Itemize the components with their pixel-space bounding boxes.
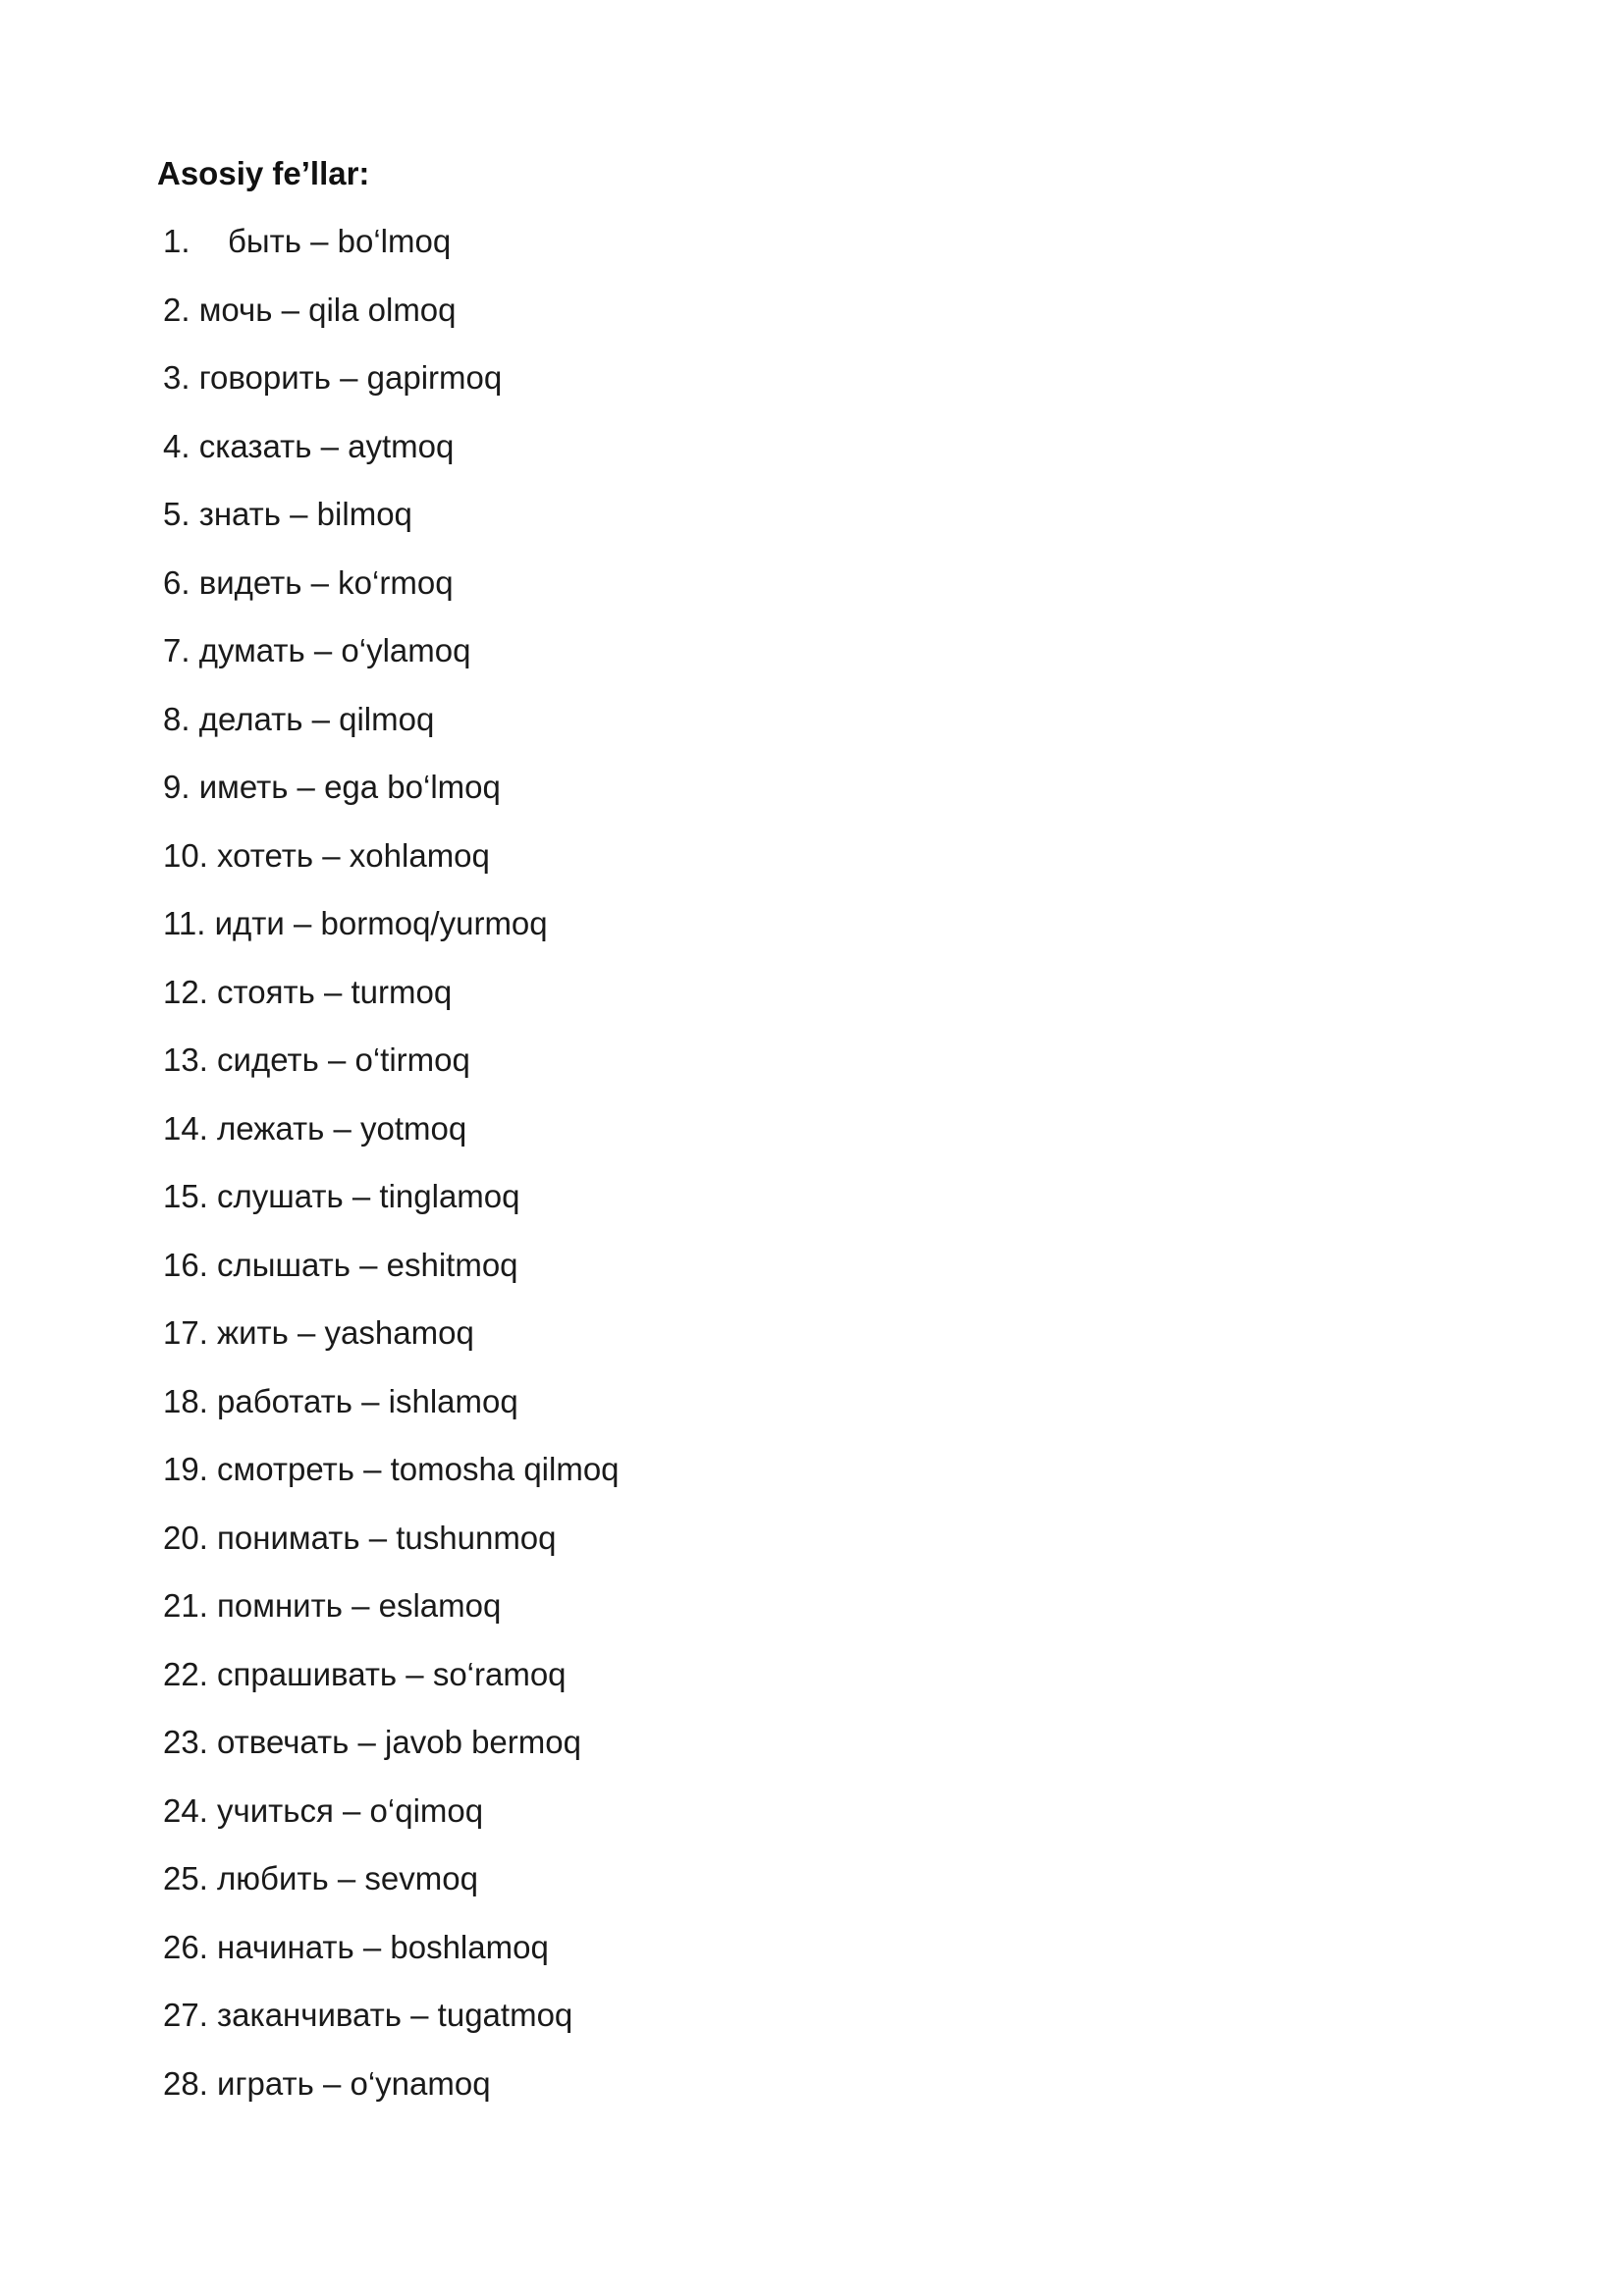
list-item-text: отвечать – javob bermoq xyxy=(217,1724,581,1760)
list-item-text: жить – yashamoq xyxy=(217,1314,474,1351)
list-item-number: 18. xyxy=(163,1382,208,1419)
list-item-number: 17. xyxy=(163,1314,208,1351)
list-item-text: мочь – qila olmoq xyxy=(198,291,457,328)
list-item xyxy=(163,427,620,496)
list-item xyxy=(163,291,620,359)
list-item xyxy=(163,1041,620,1109)
list-item-number: 9. xyxy=(163,769,190,805)
list-item-text: делать – qilmoq xyxy=(198,700,435,737)
list-item-text: лежать – yotmoq xyxy=(217,1109,467,1147)
list-item-text: смотреть – tomosha qilmoq xyxy=(217,1451,620,1487)
list-item-number: 26. xyxy=(163,1928,208,1965)
list-item-text: сидеть – o‘tirmoq xyxy=(217,1041,470,1078)
list-item-number: 7. xyxy=(163,632,190,668)
list-item xyxy=(163,631,620,700)
list-item xyxy=(163,1859,620,1928)
list-item-text: говорить – gapirmoq xyxy=(198,359,503,396)
list-item-text: сказать – aytmoq xyxy=(198,427,455,464)
list-item-text: играть – o‘ynamoq xyxy=(217,2064,491,2102)
list-item-text: иметь – ega bo‘lmoq xyxy=(198,769,501,805)
list-item xyxy=(163,563,620,632)
list-item-text: слушать – tinglamoq xyxy=(217,1178,520,1214)
list-item-number: 4. xyxy=(163,427,190,464)
list-item-number: 2. xyxy=(163,291,190,328)
list-item-number: 12. xyxy=(163,973,208,1010)
list-item xyxy=(163,1519,620,1587)
list-item xyxy=(163,1996,620,2064)
list-item-text: хотеть – xohlamoq xyxy=(217,836,490,874)
list-item-text: работать – ishlamoq xyxy=(217,1382,518,1419)
list-item-number: 22. xyxy=(163,1655,208,1692)
list-item-number: 11. xyxy=(163,905,206,941)
list-item-number: 5. xyxy=(163,496,190,532)
list-item-text: начинать – boshlamoq xyxy=(217,1928,549,1965)
list-item-number: 27. xyxy=(163,1997,208,2033)
list-item-number: 21. xyxy=(163,1587,208,1624)
list-item-text: учиться – o‘qimoq xyxy=(217,1791,484,1829)
list-item-number: 1. xyxy=(163,223,190,259)
list-item-text: заканчивать – tugatmoq xyxy=(217,1997,573,2033)
list-item-text: быть – bo‘lmoq xyxy=(228,223,452,259)
list-item-number: 24. xyxy=(163,1791,208,1829)
list-item-text: знать – bilmoq xyxy=(198,496,412,532)
list-item xyxy=(163,768,620,836)
list-item-text: любить – sevmoq xyxy=(217,1860,478,1896)
list-item-number: 13. xyxy=(163,1041,208,1078)
list-item-number: 8. xyxy=(163,700,190,737)
list-item-number: 14. xyxy=(163,1109,208,1147)
list-item xyxy=(163,1928,620,1997)
list-item xyxy=(163,1313,620,1382)
list-item-text: спрашивать – so‘ramoq xyxy=(217,1655,567,1692)
list-item-text: идти – bormoq/yurmoq xyxy=(214,905,548,941)
list-item xyxy=(163,495,620,563)
list-item-text: думать – o‘ylamoq xyxy=(198,632,471,668)
list-item-number: 15. xyxy=(163,1178,208,1214)
list-item-number: 3. xyxy=(163,359,190,396)
list-item-text: понимать – tushunmoq xyxy=(217,1519,557,1556)
list-item xyxy=(163,1109,620,1178)
list-item-number: 23. xyxy=(163,1724,208,1760)
list-item xyxy=(163,1655,620,1724)
list-item xyxy=(163,1586,620,1655)
list-item xyxy=(163,222,620,291)
list-item xyxy=(163,1382,620,1451)
list-item xyxy=(163,1450,620,1519)
list-item xyxy=(163,836,620,905)
list-item-text: слышать – eshitmoq xyxy=(217,1246,518,1283)
list-item-number: 10. xyxy=(163,836,208,874)
list-item xyxy=(163,1177,620,1246)
list-item xyxy=(163,1246,620,1314)
list-item-number: 16. xyxy=(163,1246,208,1283)
list-item-text: видеть – ko‘rmoq xyxy=(198,563,454,601)
verb-list xyxy=(163,222,620,2132)
page-heading: Asosiy fe’llar: xyxy=(157,155,370,191)
list-item xyxy=(163,973,620,1041)
list-item xyxy=(163,1723,620,1791)
list-item-number: 19. xyxy=(163,1451,208,1487)
list-item-number: 6. xyxy=(163,563,190,601)
list-item xyxy=(163,700,620,769)
list-item-number: 28. xyxy=(163,2064,208,2102)
list-item-number: 25. xyxy=(163,1860,208,1896)
list-item-number: 20. xyxy=(163,1519,208,1556)
list-item xyxy=(163,904,620,973)
list-item-text: стоять – turmoq xyxy=(217,973,453,1010)
list-item xyxy=(163,1791,620,1860)
list-item-text: помнить – eslamoq xyxy=(217,1587,502,1624)
list-item xyxy=(163,358,620,427)
list-item xyxy=(163,2064,620,2133)
